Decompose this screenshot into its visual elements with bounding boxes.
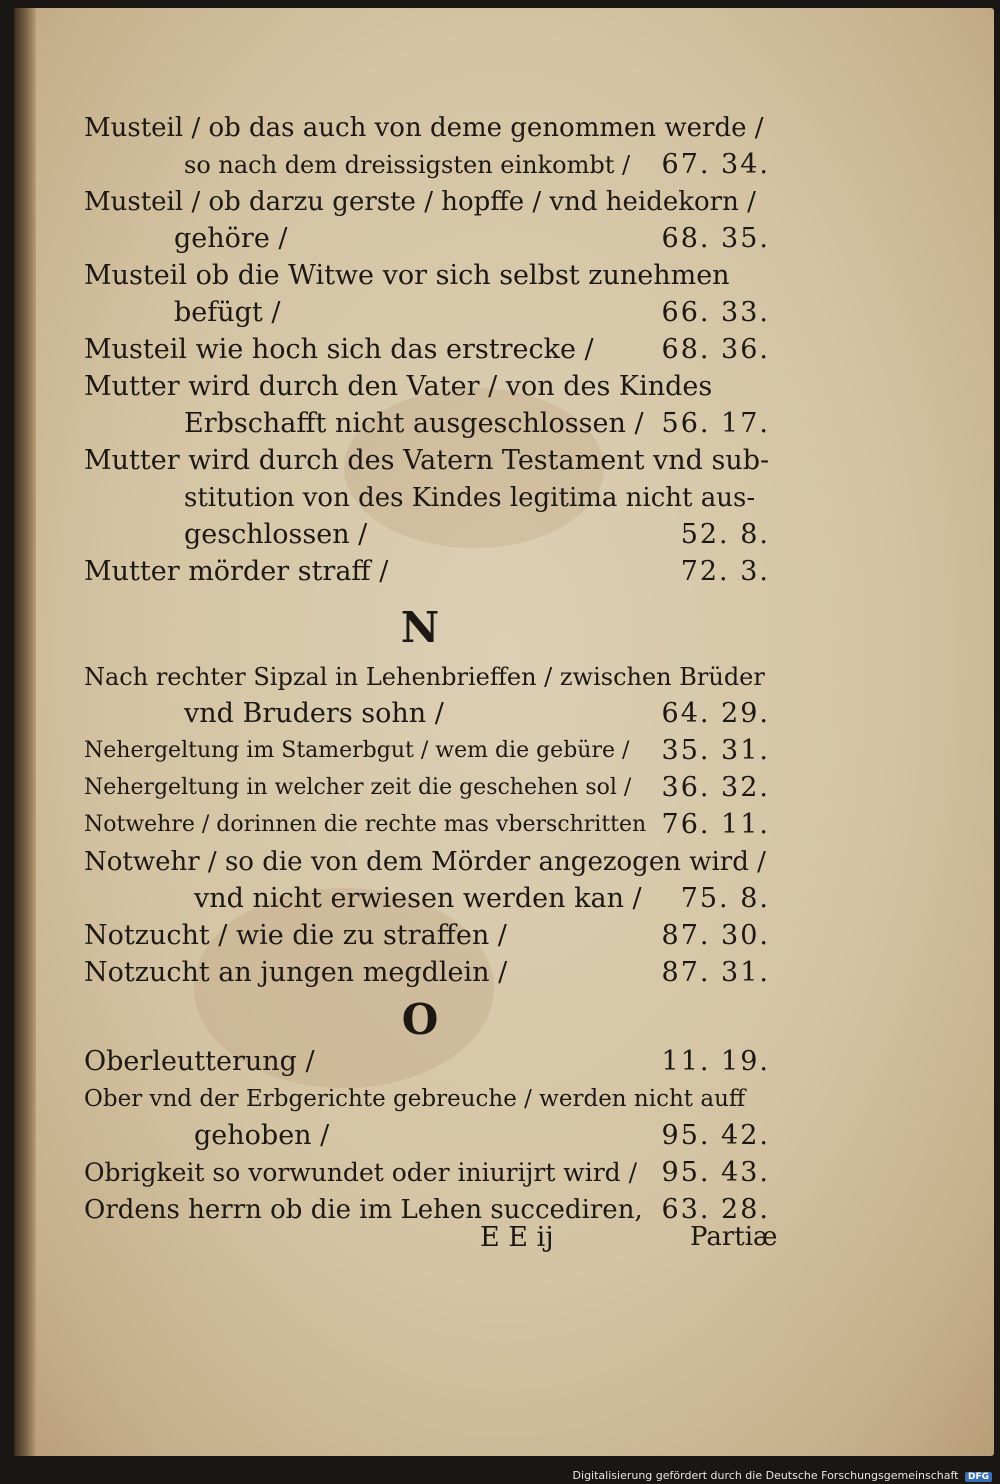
index-line	[70, 145, 770, 185]
entry-ref: 66. 33.	[661, 297, 770, 328]
index-line	[70, 805, 770, 845]
entry-text: Notzucht / wie die zu straffen /	[84, 920, 507, 951]
entry-text: Mutter mörder straff /	[84, 556, 389, 587]
entry-text: stitution von des Kindes legitima nicht aus-	[184, 483, 756, 513]
index-line	[70, 515, 770, 555]
index-line	[70, 404, 770, 444]
entry-ref: 87. 30.	[661, 920, 770, 951]
entry-text: vnd Bruders sohn /	[184, 698, 444, 729]
index-line	[70, 108, 770, 148]
entry-text: so nach dem dreissigsten einkombt /	[184, 151, 631, 179]
entry-ref: 36. 32.	[661, 772, 770, 803]
entry-ref: 52. 8.	[680, 519, 770, 550]
entry-text: Erbschafft nicht ausgeschlossen /	[184, 408, 644, 439]
index-line	[70, 441, 770, 481]
index-line	[70, 916, 770, 956]
entry-text: vnd nicht erwiesen werden kan /	[194, 883, 642, 914]
index-line	[70, 879, 770, 919]
entry-text: Musteil / ob darzu gerste / hopffe / vnd heidekorn /	[84, 187, 756, 217]
entry-ref: 67. 34.	[661, 149, 770, 180]
index-line	[70, 1153, 770, 1193]
entry-ref: 95. 42.	[661, 1120, 770, 1151]
index-line	[70, 731, 770, 771]
entry-text: Obrigkeit so vorwundet oder iniurijrt wird /	[84, 1158, 638, 1187]
entry-text: Notwehr / so die von dem Mörder angezogen wird /	[84, 847, 766, 877]
digitization-credit	[573, 1469, 992, 1482]
entry-text: Musteil ob die Witwe vor sich selbst zunehmen	[84, 260, 730, 291]
entry-text: gehoben /	[194, 1120, 330, 1151]
index-line	[70, 367, 770, 407]
index-line	[70, 1079, 770, 1119]
entry-ref: 95. 43.	[661, 1157, 770, 1188]
index-line	[70, 1116, 770, 1156]
entry-ref: 64. 29.	[661, 698, 770, 729]
entry-text: Oberleutterung /	[84, 1046, 315, 1077]
dfg-logo-icon: DFG	[965, 1472, 992, 1482]
index-line	[70, 953, 770, 993]
index-line	[70, 182, 770, 222]
index-line	[70, 552, 770, 592]
entry-text: Ordens herrn ob die im Lehen succediren,	[84, 1195, 643, 1225]
entry-text: befügt /	[174, 297, 281, 328]
entry-ref: 75. 8.	[680, 883, 770, 914]
index-line	[70, 694, 770, 734]
section-letter-o: O	[401, 995, 439, 1044]
section-letter-n: N	[400, 603, 440, 652]
entry-text: Notzucht an jungen megdlein /	[84, 957, 508, 988]
entry-ref: 68. 35.	[661, 223, 770, 254]
entry-text: Mutter wird durch den Vater / von des Kindes	[84, 371, 713, 402]
entry-ref: 56. 17.	[661, 408, 770, 439]
entry-text: gehöre /	[174, 223, 288, 254]
index-line	[70, 768, 770, 808]
entry-text: Nehergeltung in welcher zeit die geschehen sol /	[84, 775, 632, 800]
entry-text: Musteil wie hoch sich das erstrecke /	[84, 334, 594, 365]
signature-mark: E E ij	[480, 1222, 554, 1253]
catchword: Partiæ	[690, 1222, 778, 1252]
index-line	[70, 657, 770, 697]
index-line	[70, 842, 770, 882]
entry-ref: 72. 3.	[680, 556, 770, 587]
entry-ref: 11. 19.	[661, 1046, 770, 1077]
book-spine-shadow	[14, 8, 36, 1456]
entry-ref: 63. 28.	[661, 1194, 770, 1225]
entry-ref: 68. 36.	[661, 334, 770, 365]
index-line	[70, 330, 770, 370]
entry-text: Ober vnd der Erbgerichte gebreuche / werden nicht auff	[84, 1086, 746, 1112]
entry-text: Nach rechter Sipzal in Lehenbrieffen / zwischen Brüder	[84, 663, 765, 691]
entry-text: Mutter wird durch des Vatern Testament vnd sub-	[84, 445, 770, 476]
index-line	[70, 293, 770, 333]
entry-text: geschlossen /	[184, 519, 368, 550]
entry-ref: 35. 31.	[661, 735, 770, 766]
entry-text: Musteil / ob das auch von deme genommen werde /	[84, 113, 764, 143]
entry-text: Nehergeltung im Stamerbgut / wem die gebüre /	[84, 738, 630, 763]
index-line	[70, 219, 770, 259]
index-line	[70, 1042, 770, 1082]
index-line	[70, 256, 770, 296]
entry-ref: 87. 31.	[661, 957, 770, 988]
index-line	[70, 1190, 770, 1230]
entry-text: Notwehre / dorinnen die rechte mas vberschritten	[84, 812, 647, 837]
entry-ref: 76. 11.	[661, 809, 770, 840]
index-line	[70, 478, 770, 518]
credit-text: Digitalisierung gefördert durch die Deutsche Forschungsgemeinschaft	[572, 1469, 959, 1482]
